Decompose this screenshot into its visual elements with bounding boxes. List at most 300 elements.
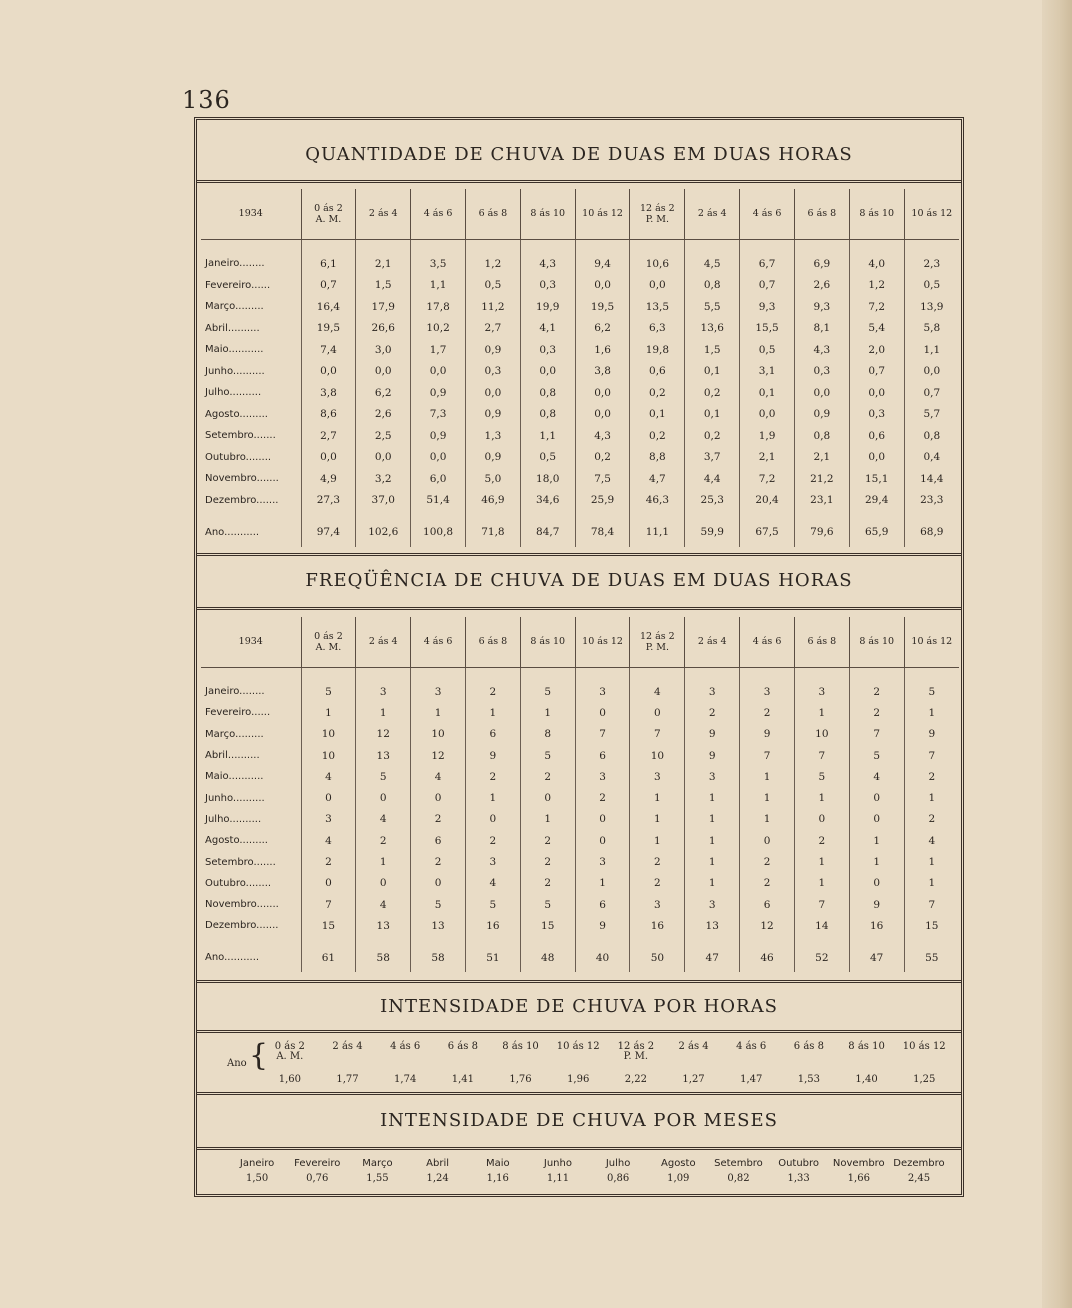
table-cell: 3,0 bbox=[356, 339, 411, 361]
row-label: Dezembro....... bbox=[205, 920, 279, 932]
table-cell: 17,9 bbox=[356, 296, 411, 318]
table-cell: 1,5 bbox=[356, 275, 411, 297]
table-cell: 78,4 bbox=[575, 511, 630, 547]
table-cell: 29,4 bbox=[849, 490, 904, 512]
table-cell: 1,3 bbox=[465, 425, 520, 447]
table-cell: 0,1 bbox=[740, 382, 795, 404]
table-cell: 2 bbox=[630, 851, 685, 872]
column-header: 4 ás 6 bbox=[740, 189, 795, 239]
table-cell: 26,6 bbox=[356, 318, 411, 340]
table-cell: 0,9 bbox=[411, 382, 466, 404]
row-label: Ano........... bbox=[205, 952, 260, 964]
hour-value: 1,25 bbox=[913, 1074, 936, 1085]
table-cell: 6 bbox=[575, 745, 630, 766]
table-cell: 1 bbox=[356, 851, 411, 872]
month-value: 0,76 bbox=[306, 1173, 329, 1184]
month-name: Outubro bbox=[778, 1158, 820, 1169]
table-cell: 0,5 bbox=[465, 275, 520, 297]
table-cell: 4,1 bbox=[520, 318, 575, 340]
row-label: Outubro........ bbox=[205, 877, 272, 889]
table-cell: 7 bbox=[794, 894, 849, 915]
table-cell: 25,9 bbox=[575, 490, 630, 512]
table-cell: 7 bbox=[575, 724, 630, 745]
row-label: Outubro........ bbox=[205, 451, 272, 463]
table-cell: 0,3 bbox=[794, 361, 849, 383]
table-cell: 13,6 bbox=[685, 318, 740, 340]
table-cell: 4,9 bbox=[301, 468, 356, 490]
table-cell: 9 bbox=[575, 915, 630, 936]
table-cell: 1 bbox=[904, 851, 959, 872]
row-label: Maio........... bbox=[205, 771, 264, 783]
table-cell: 46 bbox=[740, 937, 795, 972]
table-cell: 3 bbox=[301, 809, 356, 830]
hour-value: 1,53 bbox=[797, 1074, 821, 1085]
table-cell: 102,6 bbox=[356, 511, 411, 547]
month-intensity-names bbox=[227, 1158, 949, 1169]
table-row bbox=[201, 361, 959, 383]
table-row bbox=[201, 275, 959, 297]
table-row bbox=[201, 339, 959, 361]
table-cell: 7 bbox=[904, 745, 959, 766]
table-cell: 13,9 bbox=[904, 296, 959, 318]
table-cell: 2 bbox=[465, 830, 520, 851]
table-cell: 50 bbox=[630, 937, 685, 972]
table-cell: 3,2 bbox=[356, 468, 411, 490]
month-intensity-title: INTENSIDADE DE CHUVA POR MESES bbox=[380, 1110, 778, 1131]
table-cell: 48 bbox=[520, 937, 575, 972]
table-cell: 0,8 bbox=[794, 425, 849, 447]
table-cell: 5,0 bbox=[465, 468, 520, 490]
month-value: 1,50 bbox=[245, 1173, 269, 1184]
column-header: 10 ás 12 bbox=[904, 617, 959, 667]
table-cell: 0,0 bbox=[849, 447, 904, 469]
rule-1 bbox=[197, 180, 961, 183]
table-cell: 0 bbox=[356, 787, 411, 808]
table-cell: 12 bbox=[740, 915, 795, 936]
table-cell: 0,5 bbox=[904, 275, 959, 297]
table-cell: 5 bbox=[465, 894, 520, 915]
table-cell: 6,2 bbox=[356, 382, 411, 404]
table-cell: 67,5 bbox=[740, 511, 795, 547]
hour-header: 4 ás 6 bbox=[736, 1041, 767, 1052]
column-header: 4 ás 6 bbox=[411, 617, 466, 667]
table-cell: 84,7 bbox=[520, 511, 575, 547]
table-row bbox=[201, 253, 959, 275]
table-cell: 0 bbox=[465, 809, 520, 830]
table-cell: 3 bbox=[794, 681, 849, 702]
table-cell: 2 bbox=[794, 830, 849, 851]
table-cell: 0 bbox=[411, 873, 466, 894]
table-cell: 1 bbox=[904, 787, 959, 808]
table-cell: 9 bbox=[685, 745, 740, 766]
table-cell: 16 bbox=[849, 915, 904, 936]
table-cell: 0,7 bbox=[301, 275, 356, 297]
month-name: Maio bbox=[485, 1158, 510, 1169]
table-cell: 1 bbox=[740, 787, 795, 808]
table-cell: 5,4 bbox=[849, 318, 904, 340]
table-cell: 1,9 bbox=[740, 425, 795, 447]
table-cell: 0,0 bbox=[411, 447, 466, 469]
table-cell: 2,3 bbox=[904, 253, 959, 275]
table-cell: 1,5 bbox=[685, 339, 740, 361]
row-label: Fevereiro...... bbox=[205, 707, 271, 719]
table-cell: 0,1 bbox=[685, 361, 740, 383]
table-cell: 0,6 bbox=[630, 361, 685, 383]
table-cell: 2 bbox=[740, 873, 795, 894]
table-cell: 12 bbox=[356, 724, 411, 745]
table-cell: 15,1 bbox=[849, 468, 904, 490]
table-cell: 23,1 bbox=[794, 490, 849, 512]
table-cell: 13 bbox=[685, 915, 740, 936]
table-cell: 6 bbox=[465, 724, 520, 745]
page-edge bbox=[1042, 0, 1072, 1308]
table-cell: 1,1 bbox=[411, 275, 466, 297]
table-cell: 6 bbox=[411, 830, 466, 851]
table-cell: 16,4 bbox=[301, 296, 356, 318]
table-cell: 7,3 bbox=[411, 404, 466, 426]
table-cell: 1 bbox=[685, 873, 740, 894]
table-cell: 10,6 bbox=[630, 253, 685, 275]
table-cell: 3 bbox=[685, 766, 740, 787]
row-label: Novembro....... bbox=[205, 899, 279, 911]
table-cell: 9 bbox=[685, 724, 740, 745]
table-cell: 1 bbox=[794, 702, 849, 723]
table-cell: 6,9 bbox=[794, 253, 849, 275]
table-cell: 58 bbox=[411, 937, 466, 972]
rule-2 bbox=[197, 553, 961, 556]
table-cell: 0,7 bbox=[849, 361, 904, 383]
table-cell: 7,4 bbox=[301, 339, 356, 361]
table-cell: 9 bbox=[465, 745, 520, 766]
hour-header: 12 ás 2 P. M. bbox=[617, 1041, 655, 1062]
table-cell: 2,0 bbox=[849, 339, 904, 361]
table-cell: 0,1 bbox=[685, 404, 740, 426]
table-cell: 23,3 bbox=[904, 490, 959, 512]
table-cell: 0,9 bbox=[465, 339, 520, 361]
table-cell: 5,8 bbox=[904, 318, 959, 340]
row-label: Fevereiro...... bbox=[205, 279, 271, 291]
column-header: 4 ás 6 bbox=[411, 189, 466, 239]
table-cell: 2 bbox=[740, 851, 795, 872]
month-value: 0,86 bbox=[606, 1173, 630, 1184]
table-row bbox=[201, 766, 959, 787]
table-cell: 2 bbox=[849, 681, 904, 702]
month-value: 1,33 bbox=[787, 1173, 810, 1184]
table-cell: 5 bbox=[794, 766, 849, 787]
table-cell: 34,6 bbox=[520, 490, 575, 512]
table-cell: 8 bbox=[520, 724, 575, 745]
hour-header: 2 ás 4 bbox=[678, 1041, 709, 1052]
table-row bbox=[201, 915, 959, 936]
table-cell: 5 bbox=[356, 766, 411, 787]
table-cell: 3 bbox=[575, 766, 630, 787]
table-cell: 5 bbox=[411, 894, 466, 915]
table-cell: 0,0 bbox=[575, 382, 630, 404]
hour-value: 2,22 bbox=[624, 1074, 647, 1085]
table-cell: 0,9 bbox=[794, 404, 849, 426]
table-cell: 7 bbox=[849, 724, 904, 745]
table-cell: 1 bbox=[904, 873, 959, 894]
table-cell: 47 bbox=[849, 937, 904, 972]
hour-value: 1,27 bbox=[682, 1074, 705, 1085]
hour-intensity-values bbox=[261, 1074, 953, 1085]
hour-value: 1,76 bbox=[509, 1074, 532, 1085]
table-cell: 11,1 bbox=[630, 511, 685, 547]
table-cell: 7 bbox=[740, 745, 795, 766]
table-cell: 58 bbox=[356, 937, 411, 972]
table-cell: 0,8 bbox=[685, 275, 740, 297]
table-cell: 4,3 bbox=[575, 425, 630, 447]
table-cell: 7,2 bbox=[740, 468, 795, 490]
hour-value: 1,47 bbox=[740, 1074, 763, 1085]
table-cell: 8,6 bbox=[301, 404, 356, 426]
table-cell: 4,7 bbox=[630, 468, 685, 490]
table-cell: 1 bbox=[685, 809, 740, 830]
table-cell: 51 bbox=[465, 937, 520, 972]
table-cell: 1 bbox=[849, 851, 904, 872]
table-cell: 17,8 bbox=[411, 296, 466, 318]
row-label: Junho.......... bbox=[205, 792, 265, 804]
table-cell: 1,1 bbox=[520, 425, 575, 447]
table-cell: 0,2 bbox=[685, 382, 740, 404]
table-row bbox=[201, 404, 959, 426]
table-cell: 0,5 bbox=[520, 447, 575, 469]
table-cell: 9,3 bbox=[740, 296, 795, 318]
column-header: 6 ás 8 bbox=[465, 189, 520, 239]
table-cell: 100,8 bbox=[411, 511, 466, 547]
table-cell: 9,3 bbox=[794, 296, 849, 318]
hour-intensity-title: INTENSIDADE DE CHUVA POR HORAS bbox=[380, 996, 778, 1017]
table-cell: 6 bbox=[740, 894, 795, 915]
table-cell: 10,2 bbox=[411, 318, 466, 340]
table-cell: 0,8 bbox=[520, 404, 575, 426]
table-cell: 5,7 bbox=[904, 404, 959, 426]
table-cell: 6,7 bbox=[740, 253, 795, 275]
table-cell: 0 bbox=[630, 702, 685, 723]
table-cell: 1 bbox=[740, 809, 795, 830]
table-cell: 1 bbox=[685, 851, 740, 872]
month-value: 1,16 bbox=[486, 1173, 509, 1184]
month-value: 2,45 bbox=[907, 1173, 931, 1184]
table-cell: 1,6 bbox=[575, 339, 630, 361]
table-cell: 1 bbox=[411, 702, 466, 723]
table-cell: 7 bbox=[794, 745, 849, 766]
frequency-title: FREQÜÊNCIA DE CHUVA DE DUAS EM DUAS HORAS bbox=[305, 570, 853, 591]
table-cell: 0,2 bbox=[630, 382, 685, 404]
table-cell: 4 bbox=[301, 830, 356, 851]
table-cell: 3 bbox=[575, 681, 630, 702]
table-cell: 2 bbox=[685, 702, 740, 723]
row-label: Julho.......... bbox=[205, 813, 262, 825]
table-cell: 14,4 bbox=[904, 468, 959, 490]
table-cell: 0,8 bbox=[904, 425, 959, 447]
month-value: 0,82 bbox=[727, 1173, 750, 1184]
table-cell: 61 bbox=[301, 937, 356, 972]
column-header: 2 ás 4 bbox=[685, 617, 740, 667]
table-cell: 3,5 bbox=[411, 253, 466, 275]
table-cell: 0,4 bbox=[904, 447, 959, 469]
column-header: 6 ás 8 bbox=[794, 189, 849, 239]
month-name: Março bbox=[362, 1158, 393, 1169]
table-cell: 0,0 bbox=[575, 275, 630, 297]
table-cell: 1 bbox=[465, 787, 520, 808]
table-cell: 5 bbox=[520, 745, 575, 766]
table-cell: 0,5 bbox=[740, 339, 795, 361]
hour-intensity-label: Ano bbox=[227, 1058, 247, 1069]
table-cell: 65,9 bbox=[849, 511, 904, 547]
table-cell: 2 bbox=[411, 809, 466, 830]
table-cell: 0,3 bbox=[520, 275, 575, 297]
table-cell: 3 bbox=[465, 851, 520, 872]
table-cell: 2 bbox=[630, 873, 685, 894]
table-row bbox=[201, 702, 959, 723]
table-cell: 1 bbox=[356, 702, 411, 723]
table-cell: 5 bbox=[520, 681, 575, 702]
row-label: Agosto......... bbox=[205, 835, 268, 847]
table-cell: 18,0 bbox=[520, 468, 575, 490]
hour-header: 4 ás 6 bbox=[390, 1041, 421, 1052]
table-cell: 2 bbox=[411, 851, 466, 872]
hour-intensity-block bbox=[197, 1036, 961, 1096]
table-row bbox=[201, 809, 959, 830]
tables-frame bbox=[194, 117, 964, 1197]
column-header: 8 ás 10 bbox=[520, 189, 575, 239]
row-label: Ano........... bbox=[205, 526, 260, 538]
table-cell: 1,2 bbox=[465, 253, 520, 275]
table-cell: 3 bbox=[411, 681, 466, 702]
table-cell: 15 bbox=[904, 915, 959, 936]
table-row bbox=[201, 873, 959, 894]
table-cell: 3,1 bbox=[740, 361, 795, 383]
row-label: Janeiro........ bbox=[205, 686, 265, 698]
table-cell: 3,7 bbox=[685, 447, 740, 469]
table-cell: 8,1 bbox=[794, 318, 849, 340]
table-cell: 0,3 bbox=[520, 339, 575, 361]
corner-year: 1934 bbox=[201, 189, 301, 239]
table-cell: 5 bbox=[904, 681, 959, 702]
row-label: Novembro....... bbox=[205, 473, 279, 485]
table-cell: 27,3 bbox=[301, 490, 356, 512]
table-cell: 3 bbox=[575, 851, 630, 872]
table-cell: 4 bbox=[630, 681, 685, 702]
table-row bbox=[201, 681, 959, 702]
month-name: Abril bbox=[426, 1158, 450, 1169]
table-cell: 0,0 bbox=[630, 275, 685, 297]
table-cell: 5,5 bbox=[685, 296, 740, 318]
column-header: 8 ás 10 bbox=[849, 617, 904, 667]
table-cell: 0,0 bbox=[411, 361, 466, 383]
table-cell: 1,1 bbox=[904, 339, 959, 361]
table-row bbox=[201, 490, 959, 512]
table-cell: 1 bbox=[575, 873, 630, 894]
rule-7 bbox=[197, 1147, 961, 1150]
table-cell: 2 bbox=[904, 809, 959, 830]
table-cell: 1 bbox=[520, 702, 575, 723]
table-cell: 0,9 bbox=[465, 447, 520, 469]
table-cell: 16 bbox=[465, 915, 520, 936]
table-cell: 0,9 bbox=[465, 404, 520, 426]
table-cell: 15,5 bbox=[740, 318, 795, 340]
table-cell: 1 bbox=[630, 787, 685, 808]
column-header: 2 ás 4 bbox=[685, 189, 740, 239]
row-label: Setembro....... bbox=[205, 856, 276, 868]
month-value: 1,55 bbox=[366, 1173, 389, 1184]
table-cell: 20,4 bbox=[740, 490, 795, 512]
table-cell: 0,0 bbox=[356, 361, 411, 383]
table-row bbox=[201, 787, 959, 808]
table-cell: 52 bbox=[794, 937, 849, 972]
table-row bbox=[201, 830, 959, 851]
table-cell: 1 bbox=[794, 851, 849, 872]
table-cell: 5 bbox=[849, 745, 904, 766]
table-cell: 7,2 bbox=[849, 296, 904, 318]
table-cell: 3 bbox=[630, 766, 685, 787]
table-cell: 0,2 bbox=[685, 425, 740, 447]
table-cell: 13 bbox=[411, 915, 466, 936]
table-cell: 79,6 bbox=[794, 511, 849, 547]
table-cell: 0,0 bbox=[904, 361, 959, 383]
column-header: 6 ás 8 bbox=[465, 617, 520, 667]
table-cell: 1 bbox=[520, 809, 575, 830]
table-cell: 0 bbox=[794, 809, 849, 830]
month-name: Julho bbox=[605, 1158, 631, 1169]
table-cell: 4,3 bbox=[794, 339, 849, 361]
table-cell: 4 bbox=[301, 766, 356, 787]
table-cell: 1 bbox=[301, 702, 356, 723]
table-cell: 2,6 bbox=[356, 404, 411, 426]
table-cell: 0,7 bbox=[904, 382, 959, 404]
table-cell: 3 bbox=[630, 894, 685, 915]
table-cell: 2,1 bbox=[740, 447, 795, 469]
column-header: 10 ás 12 bbox=[575, 189, 630, 239]
table-cell: 0,7 bbox=[740, 275, 795, 297]
table-row bbox=[201, 724, 959, 745]
table-cell: 1 bbox=[849, 830, 904, 851]
table-cell: 0 bbox=[849, 787, 904, 808]
table-row bbox=[201, 318, 959, 340]
table-cell: 2 bbox=[520, 873, 575, 894]
table-cell: 37,0 bbox=[356, 490, 411, 512]
column-header: 0 ás 2 A. M. bbox=[301, 189, 356, 239]
table-cell: 4 bbox=[465, 873, 520, 894]
table-cell: 47 bbox=[685, 937, 740, 972]
row-label: Abril.......... bbox=[205, 322, 260, 334]
hour-value: 1,96 bbox=[567, 1074, 590, 1085]
row-label: Março......... bbox=[205, 728, 264, 740]
row-label: Setembro....... bbox=[205, 430, 276, 442]
table-cell: 1 bbox=[794, 873, 849, 894]
table-cell: 6 bbox=[575, 894, 630, 915]
hour-header: 10 ás 12 bbox=[556, 1041, 600, 1052]
table-cell: 3 bbox=[685, 894, 740, 915]
table-cell: 0,0 bbox=[520, 361, 575, 383]
table-cell: 4,3 bbox=[520, 253, 575, 275]
table-cell: 13 bbox=[356, 745, 411, 766]
table-cell: 19,9 bbox=[520, 296, 575, 318]
table-cell: 0,9 bbox=[411, 425, 466, 447]
table-cell: 15 bbox=[520, 915, 575, 936]
hour-header: 8 ás 10 bbox=[848, 1041, 885, 1052]
table-cell: 10 bbox=[411, 724, 466, 745]
table-cell: 4 bbox=[904, 830, 959, 851]
table-cell: 4 bbox=[849, 766, 904, 787]
table-cell: 0 bbox=[356, 873, 411, 894]
page-number: 136 bbox=[182, 86, 231, 114]
table-cell: 97,4 bbox=[301, 511, 356, 547]
row-label: Maio........... bbox=[205, 344, 264, 356]
table-cell: 1,2 bbox=[849, 275, 904, 297]
column-header: 12 ás 2 P. M. bbox=[630, 189, 685, 239]
